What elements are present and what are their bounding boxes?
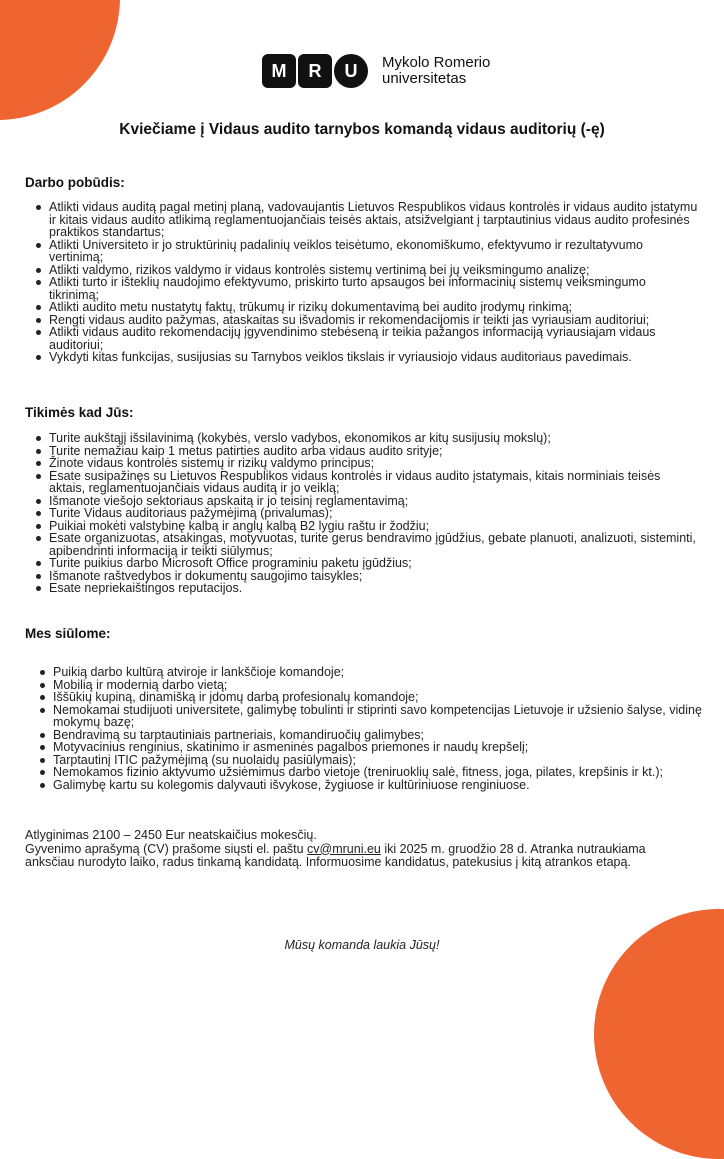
- list-item: Turite Vidaus auditoriaus pažymėjimą (privalumas);: [49, 507, 699, 520]
- list-item: Atlikti Universiteto ir jo struktūrinių padalinių veiklos teisėtumo, ekonomiškumo, efektyvumo ir rezultatyvumo vertinimą;: [49, 239, 699, 264]
- offers-list: [53, 666, 703, 791]
- duties-list: [49, 201, 699, 364]
- list-item: Nemokamai studijuoti universitete, galimybę tobulinti ir stiprinti savo kompetencijas Lietuvoje ir užsienio šalyse, vidinę mokymų bazę;: [53, 702, 702, 729]
- list-item: Esate nepriekaištingos reputacijos.: [49, 582, 699, 595]
- list-item: Esate susipažinęs su Lietuvos Respublikos vidaus kontrolės ir vidaus audito įstatymais, kitais norminiais teisės aktais, reglamentuojančiais vidaus auditą ir jo veiklą;: [49, 470, 699, 495]
- apply-text-after: iki 2025 m. gruodžio 28 d. Atranka nutraukiama anksčiau nurodyto laiko, radus tinkamą kandidatą. Informuosime kandidatus, patekusius į kitą atrankos etapą.: [25, 841, 646, 869]
- list-item: Vykdyti kitas funkcijas, susijusias su Tarnybos veiklos tikslais ir vyriausiojo vidaus auditoriaus pavedimais.: [49, 351, 699, 364]
- requirements-list: [49, 432, 699, 595]
- list-item: Iššūkių kupiną, dinamišką ir įdomų darbą profesionalų komandoje;: [53, 691, 703, 704]
- corner-decoration-top-left: [0, 0, 120, 120]
- list-item: Turite nemažiau kaip 1 metus patirties audito arba vidaus audito srityje;: [49, 445, 699, 458]
- list-item: Turite aukštąjį išsilavinimą (kokybės, verslo vadybos, ekonomikos ar kitų susijusių mokslų);: [49, 432, 699, 445]
- offers-title: Mes siūlome:: [25, 626, 111, 641]
- closing-text: Mūsų komanda laukia Jūsų!: [284, 938, 440, 952]
- apply-text: [25, 843, 695, 870]
- mru-logo: [262, 54, 490, 88]
- list-item: Rengti vidaus audito pažymas, ataskaitas su išvadomis ir rekomendacijomis ir teikti jas vyriausiam auditoriui;: [49, 314, 699, 327]
- requirements-title: Tikimės kad Jūs:: [25, 405, 134, 420]
- list-item: Žinote vidaus kontrolės sistemų ir rizikų valdymo principus;: [49, 457, 699, 470]
- list-item: Tarptautinį ITIC pažymėjimą (su nuolaidų pasiūlymais);: [53, 754, 703, 767]
- list-item: Mobilią ir modernią darbo vietą;: [53, 679, 703, 692]
- list-item: Atlikti vidaus auditą pagal metinį planą, vadovaujantis Lietuvos Respublikos vidaus kontrolės ir vidaus audito įstatymu ir kitais vidaus audito atlikimą reglamentuojančiais teisės aktais, atsižvelgiant į tarptautinius vidaus audito profesinės praktikos standartus;: [49, 200, 698, 239]
- logo-letter-u: U: [334, 54, 368, 88]
- salary-text: Atlyginimas 2100 – 2450 Eur neatskaičius mokesčių.: [25, 828, 317, 842]
- list-item: Turite puikius darbo Microsoft Office programiniu paketu įgūdžius;: [49, 557, 699, 570]
- list-item: Motyvacinius renginius, skatinimo ir asmeninės pagalbos priemones ir naudų krepšelį;: [53, 741, 703, 754]
- list-item: Puikiai mokėti valstybinę kalbą ir anglų kalbą B2 lygiu raštu ir žodžiu;: [49, 520, 699, 533]
- logo-name-line2: universitetas: [382, 70, 467, 87]
- list-item: Atlikti vidaus audito rekomendacijų įgyvendinimo stebėseną ir teikia pažangos informaciją vyriausiajam vidaus auditoriui;: [49, 326, 699, 351]
- list-item: Esate organizuotas, atsakingas, motyvuotas, turite gerus bendravimo įgūdžius, gebate planuoti, analizuoti, sisteminti, apibendrinti informaciją ir teikti siūlymus;: [49, 532, 699, 557]
- list-item: Puikią darbo kultūrą atviroje ir lankščioje komandoje;: [53, 666, 703, 679]
- duties-title: Darbo pobūdis:: [25, 175, 125, 190]
- list-item: Atlikti audito metu nustatytų faktų, trūkumų ir rizikų dokumentavimą bei audito įrodymų rinkimą;: [49, 301, 699, 314]
- logo-letter-r: R: [298, 54, 332, 88]
- list-item: Atlikti valdymo, rizikos valdymo ir vidaus kontrolės sistemų vertinimą bei jų veiksmingumo analizę;: [49, 264, 699, 277]
- email-link[interactable]: cv@mruni.eu: [307, 841, 381, 856]
- application-info: [25, 829, 695, 870]
- list-item: Nemokamos fizinio aktyvumo užsiėmimus darbo vietoje (treniruoklių salė, fitness, joga, pilates, krepšinis ir kt.);: [53, 766, 703, 779]
- logo-name: [382, 55, 490, 87]
- list-item: Išmanote raštvedybos ir dokumentų saugojimo taisykles;: [49, 570, 699, 583]
- apply-text-before: Gyvenimo aprašymą (CV) prašome siųsti el. paštu: [25, 841, 308, 856]
- list-item: Atlikti turto ir išteklių naudojimo efektyvumo, priskirto turto apsaugos bei informacinių sistemų veiksmingumo tikrinimą;: [49, 276, 699, 301]
- logo-letter-m: M: [262, 54, 296, 88]
- list-item: Išmanote viešojo sektoriaus apskaitą ir jo teisinį reglamentavimą;: [49, 495, 699, 508]
- list-item: Bendravimą su tarptautiniais partneriais, komandiruočių galimybes;: [53, 729, 703, 742]
- list-item: Galimybę kartu su kolegomis dalyvauti išvykose, žygiuose ir kultūriniuose renginiuose.: [53, 779, 703, 792]
- page-title: Kviečiame į Vidaus audito tarnybos komandą vidaus auditorių (-ę): [119, 121, 605, 138]
- logo-name-line1: Mykolo Romerio: [382, 54, 491, 71]
